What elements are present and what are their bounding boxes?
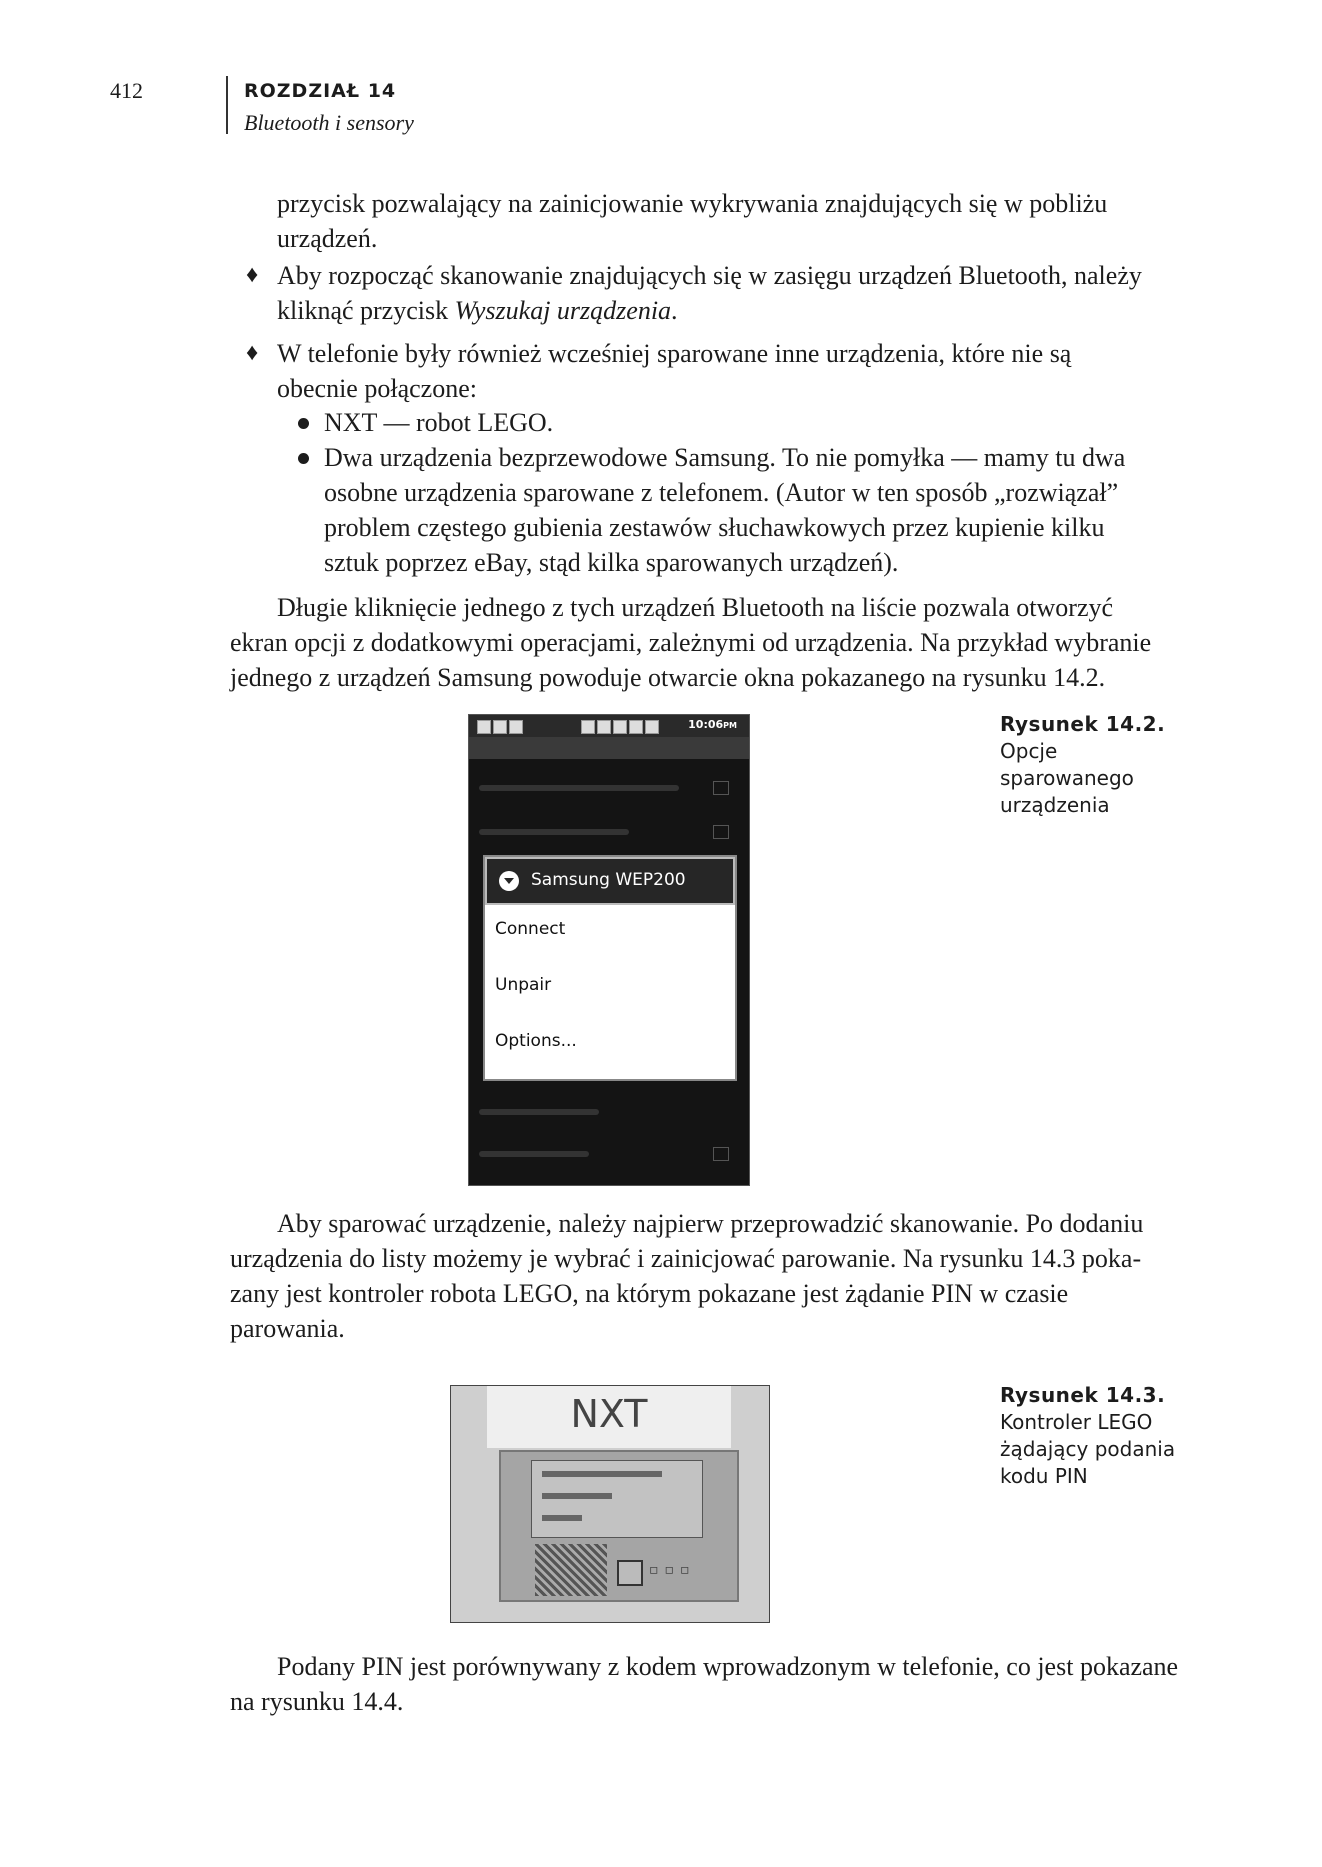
phone-status-bar bbox=[469, 715, 749, 737]
figure-caption-title: Rysunek 14.3. bbox=[1000, 1383, 1166, 1407]
options-option[interactable]: Options... bbox=[495, 1031, 577, 1051]
figure-caption-text: Opcje sparowanego urządzenia bbox=[1000, 739, 1134, 817]
lcd-noise-pattern bbox=[535, 1544, 607, 1596]
status-icon bbox=[477, 720, 491, 734]
lcd-text-line bbox=[542, 1493, 612, 1499]
paragraph-line: Podany PIN jest porównywany z kodem wprowadzonym w telefonie, co jest pokazane bbox=[277, 1652, 1179, 1681]
sub-bullet-text: osobne urządzenia sparowane z telefonem. (Autor w ten sposób „rozwiązał” bbox=[324, 478, 1119, 507]
paragraph-line: jednego z urządzeń Samsung powoduje otwarcie okna pokazanego na rysunku 14.2. bbox=[230, 663, 1106, 692]
bullet-text: W telefonie były również wcześniej sparowane inne urządzenia, które nie są bbox=[277, 339, 1072, 368]
lcd-text-line bbox=[542, 1471, 662, 1477]
device-options-dialog bbox=[483, 855, 737, 1081]
background-list-row bbox=[479, 785, 679, 791]
page-number: 412 bbox=[110, 78, 143, 103]
sub-bullet-text: problem częstego gubienia zestawów słuchawkowych przez kupienie kilku bbox=[324, 513, 1105, 542]
diamond-bullet-icon: ♦ bbox=[246, 340, 259, 366]
connect-option[interactable]: Connect bbox=[495, 919, 566, 939]
dialog-title: Samsung WEP200 bbox=[531, 870, 686, 890]
nxt-screen-top bbox=[487, 1386, 731, 1448]
continuation-line: urządzeń. bbox=[277, 224, 378, 253]
signal-icon bbox=[613, 720, 627, 734]
paragraph-line: zany jest kontroler robota LEGO, na którym pokazane jest żądanie PIN w czasie bbox=[230, 1279, 1069, 1308]
chevron-down-icon bbox=[499, 871, 519, 891]
sub-bullet-text: sztuk poprzez eBay, stąd kilka sparowanych urządzeń). bbox=[324, 548, 899, 577]
checkbox-icon bbox=[617, 1560, 643, 1586]
lcd-text-line bbox=[542, 1515, 582, 1521]
paragraph-line: na rysunku 14.4. bbox=[230, 1687, 404, 1716]
background-row-icon bbox=[713, 825, 729, 839]
paragraph-line: urządzenia do listy możemy je wybrać i zainicjować parowanie. Na rysunku 14.3 poka- bbox=[230, 1244, 1142, 1273]
background-row-icon bbox=[713, 1147, 729, 1161]
background-list-row bbox=[479, 1109, 599, 1115]
paragraph-line: ekran opcji z dodatkowymi operacjami, zależnymi od urządzenia. Na przykład wybranie bbox=[230, 628, 1152, 657]
sub-bullet-text: NXT — robot LEGO. bbox=[324, 408, 554, 437]
pin-prompt-box bbox=[531, 1460, 703, 1538]
chapter-label: ROZDZIAŁ 14 bbox=[244, 80, 397, 102]
status-time: 10:06PM bbox=[688, 718, 737, 731]
battery-icon bbox=[629, 720, 643, 734]
diamond-bullet-icon: ♦ bbox=[246, 262, 259, 288]
paragraph-line: Aby sparować urządzenie, należy najpierw przeprowadzić skanowanie. Po dodaniu bbox=[277, 1209, 1144, 1238]
chapter-title: Bluetooth i sensory bbox=[244, 110, 414, 135]
background-list-row bbox=[479, 829, 629, 835]
figure-14-2-phone-screenshot bbox=[468, 714, 750, 1186]
unpair-option[interactable]: Unpair bbox=[495, 975, 552, 995]
background-row-icon bbox=[713, 781, 729, 795]
paragraph-line: Długie kliknięcie jednego z tych urządzeń Bluetooth na liście pozwala otworzyć bbox=[277, 593, 1114, 622]
digit-placeholders: ▫▫▫ bbox=[649, 1562, 696, 1578]
nxt-title: NXT bbox=[570, 1392, 648, 1436]
paragraph-line: parowania. bbox=[230, 1314, 345, 1343]
bullet-text: kliknąć przycisk Wyszukaj urządzenia. bbox=[277, 296, 678, 325]
alarm-icon bbox=[645, 720, 659, 734]
bullet-text: obecnie połączone: bbox=[277, 374, 477, 403]
status-icon bbox=[493, 720, 507, 734]
nxt-lcd bbox=[499, 1450, 739, 1602]
header-divider bbox=[226, 76, 228, 134]
phone-title-bar bbox=[469, 737, 749, 759]
figure-14-3-nxt-photo bbox=[450, 1385, 770, 1623]
status-icon bbox=[509, 720, 523, 734]
bluetooth-icon bbox=[581, 720, 595, 734]
dialog-header bbox=[485, 857, 735, 905]
figure-caption-title: Rysunek 14.2. bbox=[1000, 712, 1166, 736]
round-bullet-icon bbox=[298, 453, 309, 464]
continuation-line: przycisk pozwalający na zainicjowanie wykrywania znajdujących się w pobliżu bbox=[277, 189, 1108, 218]
figure-caption-text: Kontroler LEGO żądający podania kodu PIN bbox=[1000, 1410, 1176, 1488]
round-bullet-icon bbox=[298, 418, 309, 429]
wifi-icon bbox=[597, 720, 611, 734]
sub-bullet-text: Dwa urządzenia bezprzewodowe Samsung. To nie pomyłka — mamy tu dwa bbox=[324, 443, 1126, 472]
background-list-row bbox=[479, 1151, 589, 1157]
button-name-emphasis: Wyszukaj urządzenia bbox=[454, 296, 672, 325]
bullet-text: Aby rozpocząć skanowanie znajdujących się w zasięgu urządzeń Bluetooth, należy bbox=[277, 261, 1142, 290]
